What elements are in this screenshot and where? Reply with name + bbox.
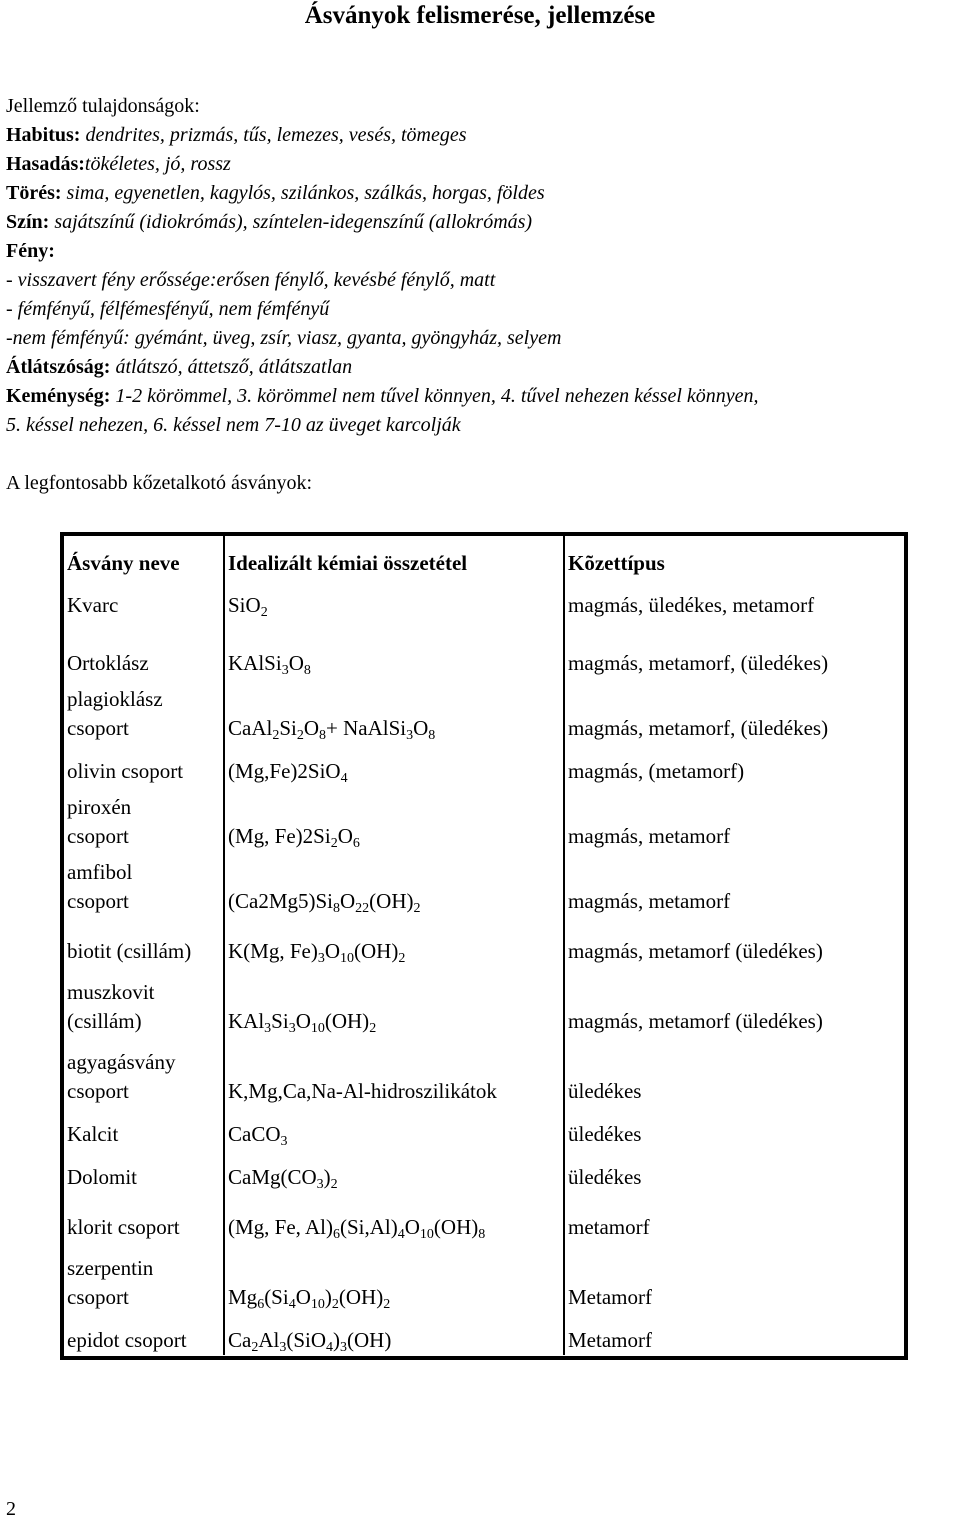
- mineral-name-cell: [64, 1036, 224, 1106]
- table-row: [64, 743, 904, 786]
- formula-subscript: 2: [413, 901, 421, 916]
- property-value: 5. késsel nehezen, 6. késsel nem 7-10 az üveget karcolják: [6, 414, 461, 436]
- formula-subscript: 3: [279, 1340, 287, 1355]
- formula-part: CaCO: [228, 1122, 281, 1146]
- mineral-name-cell: [64, 620, 224, 638]
- formula-subscript: 8: [478, 1227, 486, 1242]
- formula-part: (Mg, Fe, Al): [228, 1215, 333, 1239]
- formula-part: + NaAlSi: [326, 716, 407, 740]
- table-row: [64, 678, 904, 743]
- formula-subscript: 2: [272, 728, 280, 743]
- formula-part: O: [295, 1285, 311, 1309]
- mineral-name-line: muszkovit: [67, 980, 155, 1004]
- mineral-name-line: szerpentin: [67, 1256, 154, 1280]
- table-row: [64, 620, 904, 638]
- property-value: -nem fémfényű: gyémánt, üveg, zsír, viasz, gyanta, gyöngyház, selyem: [6, 327, 562, 349]
- table-row: [64, 1192, 904, 1242]
- formula-subscript: 8: [428, 728, 436, 743]
- property-line: [6, 266, 960, 295]
- property-key: Törés:: [6, 182, 62, 204]
- property-line: [6, 150, 960, 179]
- formula-cell: [224, 678, 564, 743]
- table-row: [64, 851, 904, 916]
- rock-type-cell: magmás, metamorf (üledékes): [568, 939, 823, 963]
- formula-cell: [224, 1242, 564, 1312]
- page-title: Ásványok felismerése, jellemzése: [304, 2, 656, 29]
- mineral-name-line: csoport: [67, 824, 129, 848]
- formula-subscript: 3: [264, 1021, 272, 1036]
- formula-subscript: 6: [257, 1297, 265, 1312]
- formula-part: (SiO: [286, 1328, 327, 1352]
- formula-part: ): [323, 1165, 331, 1189]
- property-value: tökéletes, jó, rossz: [84, 153, 231, 175]
- formula-part: (OH): [369, 889, 414, 913]
- mineral-name-line: Dolomit: [67, 1165, 138, 1189]
- formula-subscript: 2: [251, 1340, 259, 1355]
- formula-cell: [224, 1106, 564, 1149]
- formula-subscript: 3: [280, 1134, 288, 1149]
- formula-part: Mg: [228, 1285, 258, 1309]
- formula-subscript: 3: [288, 1021, 296, 1036]
- formula-part: (Mg, Fe)2Si: [228, 824, 331, 848]
- formula-part: ): [324, 1285, 332, 1309]
- mineral-name-line: piroxén: [67, 795, 132, 819]
- formula-part: KAlSi: [228, 651, 282, 675]
- properties-section: [6, 92, 960, 440]
- formula-part: Ca: [228, 1328, 252, 1352]
- rock-type-cell: magmás, metamorf: [568, 889, 731, 913]
- formula-cell: [224, 1149, 564, 1192]
- rock-type-cell: [564, 620, 904, 638]
- formula-subscript: 2: [331, 1297, 339, 1312]
- property-value: dendrites, prizmás, tűs, lemezes, vesés, tömeges: [80, 124, 467, 146]
- property-value: átlátszó, áttetsző, átlátszatlan: [110, 356, 353, 378]
- table-row: [64, 1106, 904, 1149]
- formula-part: O: [404, 1215, 420, 1239]
- formula-subscript: 3: [316, 1177, 324, 1192]
- table-row: [64, 1149, 904, 1192]
- formula-part: (Si: [264, 1285, 289, 1309]
- rock-type-cell: magmás, metamorf (üledékes): [568, 1009, 823, 1033]
- formula-subscript: 22: [355, 901, 370, 916]
- mineral-name-line: olivin csoport: [67, 759, 184, 783]
- property-value: 1-2 körömmel, 3. körömmel nem tűvel könnyen, 4. tűvel nehezen késsel könnyen,: [110, 385, 759, 407]
- formula-part: Al: [258, 1328, 280, 1352]
- table-header-row: [64, 536, 904, 578]
- formula-subscript: 8: [333, 901, 340, 916]
- mineral-name-cell: [64, 1149, 224, 1192]
- formula-subscript: 6: [333, 1227, 340, 1242]
- rock-type-cell: magmás, metamorf: [568, 824, 731, 848]
- table-row: [64, 578, 904, 620]
- property-key: Keménység:: [6, 385, 111, 407]
- property-value: sima, egyenetlen, kagylós, szilánkos, szálkás, horgas, földes: [61, 182, 545, 204]
- mineral-name-cell: [64, 743, 224, 786]
- formula-subscript: 3: [406, 728, 414, 743]
- properties-intro: Jellemző tulajdonságok:: [6, 95, 200, 117]
- table-row: [64, 966, 904, 1036]
- mineral-name-cell: [64, 678, 224, 743]
- mineral-name-line: Ortoklász: [67, 651, 149, 675]
- formula-subscript: 8: [303, 663, 311, 678]
- property-value: - visszavert fény erőssége:erősen fénylő, kevésbé fénylő, matt: [6, 269, 496, 291]
- mineral-name-cell: [64, 1312, 224, 1355]
- formula-cell: [224, 1192, 564, 1242]
- mineral-name-cell: [64, 1192, 224, 1242]
- properties-list: [6, 121, 960, 440]
- mineral-name-line: (csillám): [67, 1009, 142, 1033]
- formula-part: ): [333, 1328, 341, 1352]
- property-line: [6, 179, 960, 208]
- mineral-name-line: plagioklász: [67, 687, 163, 711]
- formula-part: (Si,Al): [340, 1215, 398, 1239]
- mineral-name-line: agyagásvány: [67, 1050, 176, 1074]
- formula-subscript: 2: [330, 1177, 338, 1192]
- header-mineral-name: Ásvány neve: [64, 536, 224, 578]
- formula-cell: [224, 743, 564, 786]
- formula-part: SiO: [228, 593, 261, 617]
- property-line: [6, 121, 960, 150]
- property-value: sajátszínű (idiokrómás), színtelen-idegenszínű (allokrómás): [49, 211, 533, 233]
- formula-cell: [224, 578, 564, 620]
- table-row: [64, 1242, 904, 1312]
- formula-part: Si: [271, 1009, 289, 1033]
- formula-subscript: 8: [319, 728, 327, 743]
- formula-cell: [224, 620, 564, 638]
- formula-cell: [224, 966, 564, 1036]
- rock-type-cell: magmás, (metamorf): [568, 759, 745, 783]
- property-key: Átlátszóság:: [6, 356, 111, 378]
- table-caption: A legfontosabb kőzetalkotó ásványok:: [6, 472, 313, 494]
- formula-part: O: [288, 651, 304, 675]
- formula-subscript: 2: [383, 1297, 391, 1312]
- formula-part: (OH): [354, 939, 399, 963]
- formula-part: KAl: [228, 1009, 265, 1033]
- formula-part: CaAl: [228, 716, 273, 740]
- formula-part: K(Mg, Fe): [228, 939, 318, 963]
- mineral-name-cell: [64, 966, 224, 1036]
- rock-type-cell: metamorf: [568, 1215, 650, 1239]
- property-line: [6, 353, 960, 382]
- formula-part: O: [337, 824, 353, 848]
- formula-cell: [224, 916, 564, 966]
- rock-type-cell: üledékes: [568, 1122, 642, 1146]
- formula-subscript: 3: [281, 663, 289, 678]
- formula-subscript: 10: [310, 1297, 325, 1312]
- table-row: [64, 786, 904, 851]
- mineral-name-cell: [64, 916, 224, 966]
- formula-part: (Mg,Fe)2SiO: [228, 759, 341, 783]
- mineral-name-line: klorit csoport: [67, 1215, 180, 1239]
- property-line: [6, 208, 960, 237]
- mineral-name-cell: [64, 786, 224, 851]
- formula-subscript: 2: [330, 836, 338, 851]
- table-row: [64, 916, 904, 966]
- table-row: [64, 638, 904, 678]
- formula-part: (OH): [338, 1285, 384, 1309]
- formula-subscript: 4: [397, 1227, 405, 1242]
- mineral-name-line: csoport: [67, 889, 129, 913]
- formula-subscript: 6: [352, 836, 360, 851]
- formula-subscript: 4: [340, 771, 348, 786]
- formula-subscript: 10: [310, 1021, 325, 1036]
- formula-subscript: 10: [419, 1227, 434, 1242]
- formula-subscript: 2: [369, 1021, 377, 1036]
- formula-cell: [224, 1036, 564, 1106]
- rock-type-cell: magmás, metamorf, (üledékes): [568, 716, 829, 740]
- formula-part: (OH): [347, 1328, 392, 1352]
- formula-subscript: 10: [340, 951, 354, 966]
- property-key: Fény:: [6, 240, 55, 262]
- formula-part: K,Mg,Ca,Na-Al-hidroszilikátok: [228, 1079, 497, 1103]
- header-rock-type: Kõzettípus: [568, 551, 665, 575]
- mineral-name-cell: [64, 1106, 224, 1149]
- formula-part: O: [413, 716, 429, 740]
- minerals-table: [60, 532, 908, 1360]
- formula-part: O: [340, 889, 356, 913]
- formula-part: CaMg(CO: [228, 1165, 317, 1189]
- rock-type-cell: magmás, üledékes, metamorf: [568, 593, 815, 617]
- formula-cell: [224, 638, 564, 678]
- formula-subscript: 3: [340, 1340, 348, 1355]
- property-key: Szín:: [6, 211, 50, 233]
- formula-part: Si: [279, 716, 297, 740]
- formula-part: O: [303, 716, 320, 740]
- table-row: [64, 1312, 904, 1355]
- mineral-name-line: csoport: [67, 716, 129, 740]
- property-line: [6, 382, 960, 411]
- property-line: [6, 237, 960, 266]
- formula-part: O: [295, 1009, 311, 1033]
- formula-subscript: 2: [398, 951, 406, 966]
- rock-type-cell: magmás, metamorf, (üledékes): [568, 651, 829, 675]
- mineral-name-cell: [64, 578, 224, 620]
- page-number: 2: [6, 1498, 16, 1520]
- property-value: - fémfényű, félfémesfényű, nem fémfényű: [6, 298, 330, 320]
- property-line: [6, 411, 960, 440]
- header-formula: Idealizált kémiai összetétel: [224, 536, 564, 578]
- rock-type-cell: üledékes: [568, 1079, 642, 1103]
- formula-cell: [224, 786, 564, 851]
- mineral-name-cell: [64, 638, 224, 678]
- mineral-name-line: biotit (csillám): [67, 939, 192, 963]
- formula-part: O: [324, 939, 340, 963]
- formula-subscript: 2: [296, 728, 304, 743]
- property-line: [6, 295, 960, 324]
- rock-type-cell: Metamorf: [568, 1328, 652, 1352]
- rock-type-cell: üledékes: [568, 1165, 642, 1189]
- formula-subscript: 2: [260, 605, 268, 620]
- mineral-name-line: Kvarc: [67, 593, 119, 617]
- mineral-name-line: epidot csoport: [67, 1328, 187, 1352]
- property-line: [6, 324, 960, 353]
- mineral-name-line: csoport: [67, 1285, 129, 1309]
- mineral-name-line: Kalcit: [67, 1122, 119, 1146]
- formula-part: (OH): [324, 1009, 370, 1033]
- property-key: Habitus:: [6, 124, 81, 146]
- formula-cell: [224, 851, 564, 916]
- formula-subscript: 4: [288, 1297, 296, 1312]
- formula-part: (OH): [433, 1215, 479, 1239]
- formula-subscript: 3: [317, 951, 325, 966]
- table-row: [64, 1036, 904, 1106]
- mineral-name-line: csoport: [67, 1079, 129, 1103]
- mineral-name-cell: [64, 1242, 224, 1312]
- formula-subscript: 4: [326, 1340, 334, 1355]
- mineral-name-cell: [64, 851, 224, 916]
- formula-part: (Ca2Mg5)Si: [228, 889, 333, 913]
- formula-cell: [224, 1312, 564, 1355]
- property-key: Hasadás:: [6, 153, 85, 175]
- mineral-name-line: amfibol: [67, 860, 133, 884]
- rock-type-cell: Metamorf: [568, 1285, 652, 1309]
